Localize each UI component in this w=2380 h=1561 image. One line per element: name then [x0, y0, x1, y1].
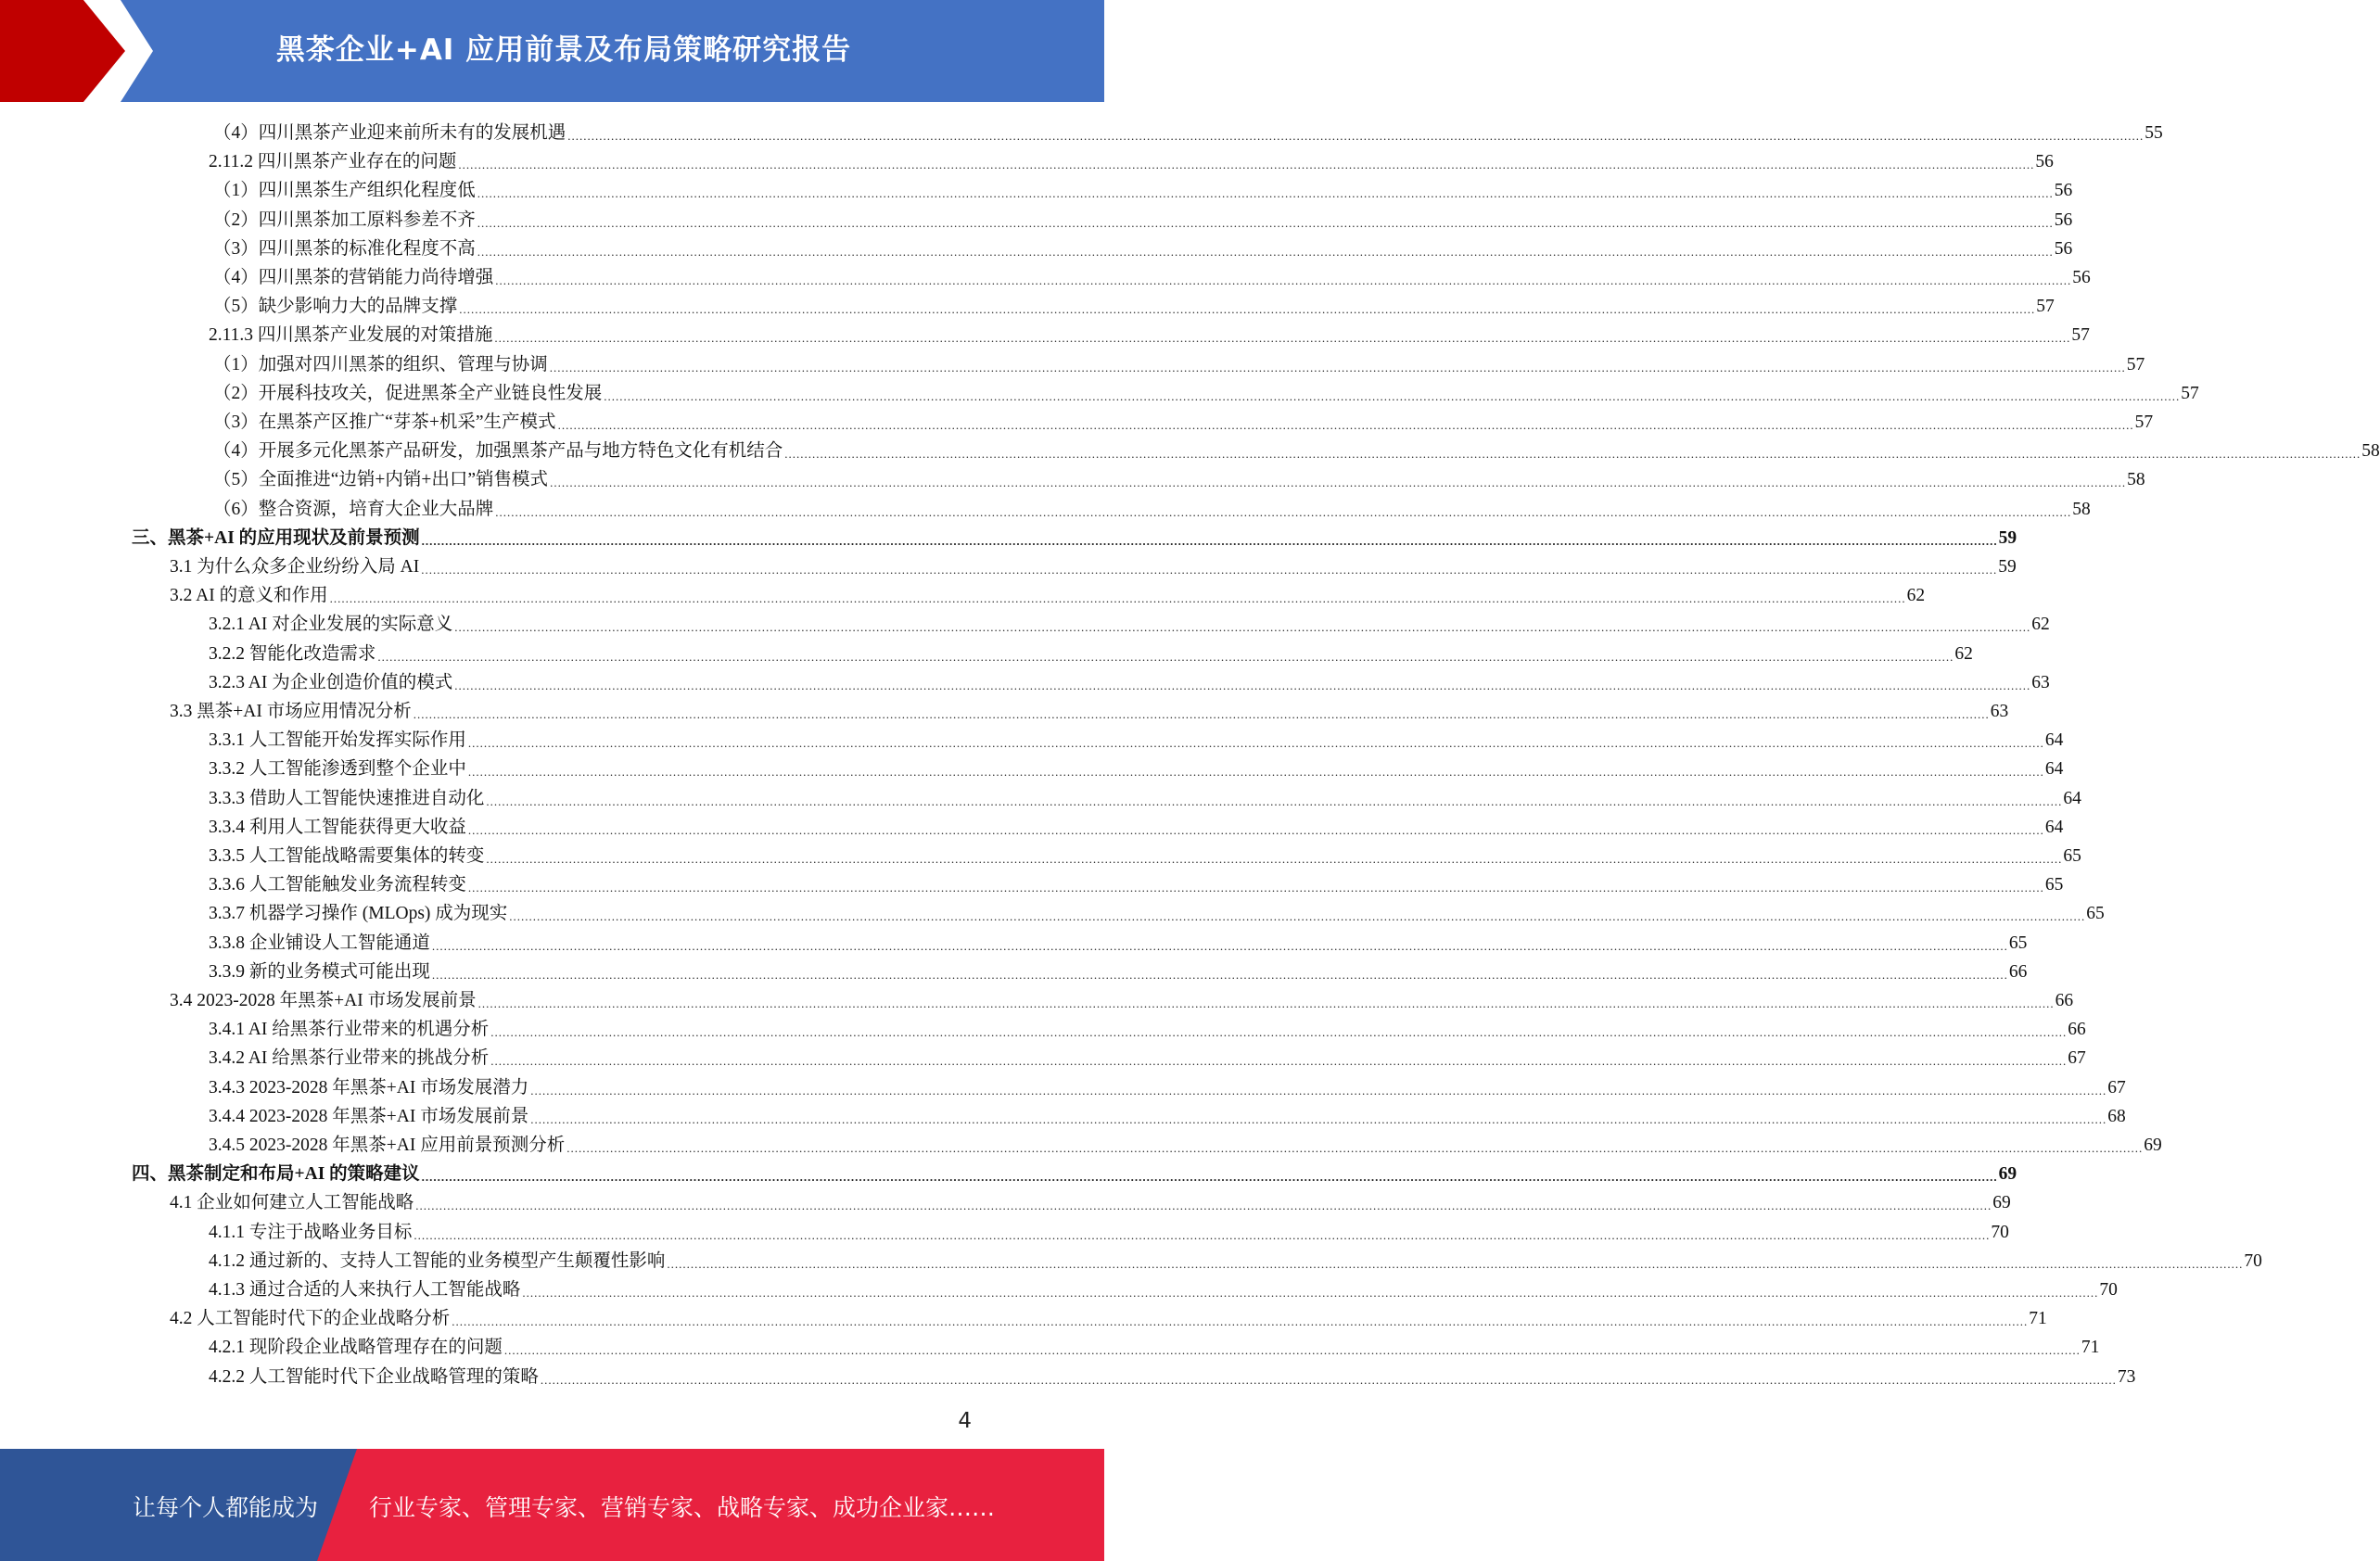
toc-dot-leader: ................................................................................................................................................................................................................................................................................................................................................................................................................ — [494, 331, 2071, 346]
toc-entry-title: 3.1 为什么众多企业纷纷入局 AI — [170, 557, 420, 577]
toc-entry-title: 3.3.3 借助人工智能快速推进自动化 — [209, 788, 485, 808]
toc-entry-title: 3.2.3 AI 为企业创造价值的模式 — [209, 672, 453, 692]
toc-entry-page: 69 — [1998, 1164, 2017, 1185]
toc-entry-page: 56 — [2072, 268, 2091, 287]
toc-dot-leader: ................................................................................................................................................................................................................................................................................................................................................................................................................ — [567, 129, 2145, 143]
toc-dot-leader: ................................................................................................................................................................................................................................................................................................................................................................................................................ — [467, 765, 2044, 780]
toc-entry-title: 3.2 AI 的意义和作用 — [170, 586, 328, 606]
toc-entry-title: 4.1.3 通过合适的人来执行人工智能战略 — [209, 1280, 521, 1300]
toc-entry-title: 2.11.3 四川黑茶产业发展的对策措施 — [209, 325, 493, 346]
toc-dot-leader: ................................................................................................................................................................................................................................................................................................................................................................................................................ — [421, 1170, 1998, 1185]
toc-entry-title: （4）四川黑茶的营销能力尚待增强 — [213, 268, 494, 287]
toc-entry-title: 4.1 企业如何建立人工智能战略 — [170, 1193, 414, 1213]
toc-entry[interactable] — [213, 235, 2073, 263]
toc-entry[interactable] — [170, 581, 1926, 610]
toc-entry[interactable] — [213, 176, 2073, 205]
toc-entry[interactable] — [209, 726, 2064, 755]
toc-entry[interactable] — [209, 1218, 2009, 1247]
toc-dot-leader: ................................................................................................................................................................................................................................................................................................................................................................................................................ — [490, 1054, 2068, 1069]
toc-entry-title: 3.2.1 AI 对企业发展的实际意义 — [209, 615, 453, 635]
toc-entry-title: （3）四川黑茶的标准化程度不高 — [213, 238, 476, 259]
toc-dot-leader: ................................................................................................................................................................................................................................................................................................................................................................................................................ — [477, 244, 2054, 259]
toc-entry[interactable] — [213, 437, 2380, 465]
toc-entry-title: 3.4 2023-2028 年黑茶+AI 市场发展前景 — [170, 991, 477, 1010]
toc-entry-title: 3.3.5 人工智能战略需要集体的转变 — [209, 846, 485, 866]
toc-entry-title: 3.3.2 人工智能渗透到整个企业中 — [209, 759, 466, 780]
page-footer — [0, 1449, 1104, 1561]
toc-dot-leader: ................................................................................................................................................................................................................................................................................................................................................................................................................ — [415, 1199, 1992, 1213]
toc-dot-leader: ................................................................................................................................................................................................................................................................................................................................................................................................................ — [540, 1372, 2117, 1387]
toc-dot-leader: ................................................................................................................................................................................................................................................................................................................................................................................................................ — [566, 1141, 2144, 1155]
toc-entry-page: 69 — [1992, 1193, 2011, 1213]
toc-entry-page: 66 — [2008, 961, 2028, 982]
toc-dot-leader: ................................................................................................................................................................................................................................................................................................................................................................................................................ — [486, 852, 2063, 866]
toc-entry-title: 3.4.5 2023-2028 年黑茶+AI 应用前景预测分析 — [209, 1136, 566, 1155]
toc-entry[interactable] — [209, 1333, 2100, 1362]
footer-slogan-right: 行业专家、管理专家、营销专家、战略专家、成功企业家…… — [369, 1494, 996, 1521]
toc-entry-title: 4.1.2 通过新的、支持人工智能的业务模型产生颠覆性影响 — [209, 1250, 666, 1271]
toc-entry-page: 69 — [2144, 1136, 2162, 1155]
toc-entry-title: 4.1.1 专注于战略业务目标 — [209, 1222, 413, 1242]
toc-dot-leader: ................................................................................................................................................................................................................................................................................................................................................................................................................ — [452, 1314, 2029, 1329]
toc-entry[interactable] — [209, 958, 2028, 986]
toc-entry-title: （3）在黑茶产区推广“芽茶+机采”生产模式 — [213, 412, 556, 432]
toc-dot-leader: ................................................................................................................................................................................................................................................................................................................................................................................................................ — [454, 678, 2031, 692]
toc-entry-page: 57 — [2036, 297, 2055, 317]
toc-dot-leader: ................................................................................................................................................................................................................................................................................................................................................................................................................ — [490, 1025, 2068, 1040]
toc-dot-leader: ................................................................................................................................................................................................................................................................................................................................................................................................................ — [477, 996, 2055, 1010]
toc-entry[interactable] — [132, 1160, 2017, 1188]
toc-entry[interactable] — [209, 899, 2105, 928]
toc-entry-page: 71 — [2029, 1309, 2047, 1329]
toc-entry[interactable] — [209, 813, 2064, 842]
toc-entry[interactable] — [209, 668, 2050, 697]
toc-entry[interactable] — [213, 263, 2091, 292]
toc-entry-title: （5）缺少影响力大的品牌支撑 — [213, 297, 458, 317]
toc-entry-title: 3.3.6 人工智能触发业务流程转变 — [209, 875, 466, 895]
toc-entry-title: （1）四川黑茶生产组织化程度低 — [213, 181, 476, 201]
toc-entry-page: 62 — [1906, 586, 1926, 606]
toc-entry[interactable] — [209, 640, 1973, 668]
toc-entry-page: 59 — [1998, 527, 2017, 548]
toc-entry-title: （6）整合资源，培育大企业大品牌 — [213, 499, 494, 519]
toc-entry-title: 3.4.2 AI 给黑茶行业带来的挑战分析 — [209, 1048, 490, 1069]
toc-entry[interactable] — [170, 552, 2017, 581]
toc-entry-page: 59 — [1998, 557, 2017, 577]
toc-entry-page: 64 — [2044, 759, 2064, 780]
toc-entry-page: 65 — [2044, 875, 2064, 895]
toc-entry[interactable] — [209, 1247, 2262, 1275]
toc-entry[interactable] — [170, 1188, 2011, 1217]
toc-entry-page: 65 — [2008, 933, 2028, 953]
toc-entry-title: 3.3 黑茶+AI 市场应用情况分析 — [170, 702, 412, 721]
toc-dot-leader: ................................................................................................................................................................................................................................................................................................................................................................................................................ — [784, 447, 2361, 462]
toc-entry-title: 3.3.9 新的业务模式可能出现 — [209, 961, 430, 982]
toc-entry[interactable] — [213, 206, 2073, 235]
toc-entry-page: 70 — [2099, 1280, 2118, 1300]
toc-entry-page: 56 — [2035, 152, 2054, 172]
toc-entry-title: （5）全面推进“边销+内销+出口”销售模式 — [213, 470, 549, 490]
toc-entry[interactable] — [209, 1073, 2126, 1102]
toc-entry-title: （4）四川黑茶产业迎来前所未有的发展机遇 — [213, 123, 566, 143]
toc-dot-leader: ................................................................................................................................................................................................................................................................................................................................................................................................................ — [486, 793, 2063, 808]
page-header — [0, 0, 1104, 102]
toc-entry-page: 66 — [2055, 991, 2074, 1010]
toc-entry-title: 3.4.4 2023-2028 年黑茶+AI 市场发展前景 — [209, 1106, 529, 1126]
toc-entry[interactable] — [209, 321, 2090, 349]
toc-entry-title: 3.2.2 智能化改造需求 — [209, 643, 376, 664]
toc-entry-page: 58 — [2361, 441, 2380, 462]
toc-entry[interactable] — [213, 119, 2163, 147]
toc-entry-page: 57 — [2071, 325, 2090, 346]
toc-entry-title: 3.3.4 利用人工智能获得更大收益 — [209, 817, 466, 837]
toc-entry-page: 62 — [2031, 615, 2050, 635]
toc-entry[interactable] — [209, 1044, 2086, 1072]
toc-dot-leader: ................................................................................................................................................................................................................................................................................................................................................................................................................ — [467, 822, 2044, 837]
toc-entry[interactable] — [209, 784, 2081, 813]
toc-entry[interactable] — [213, 379, 2199, 408]
toc-entry-page: 63 — [2031, 672, 2050, 692]
toc-entry[interactable] — [209, 1131, 2162, 1160]
toc-entry-page: 64 — [2063, 788, 2081, 808]
toc-dot-leader: ................................................................................................................................................................................................................................................................................................................................................................................................................ — [557, 418, 2134, 432]
toc-dot-leader: ................................................................................................................................................................................................................................................................................................................................................................................................................ — [530, 1111, 2107, 1126]
toc-dot-leader: ................................................................................................................................................................................................................................................................................................................................................................................................................ — [414, 1227, 1991, 1242]
toc-entry[interactable] — [209, 870, 2064, 899]
toc-entry-title: （2）开展科技攻关，促进黑茶全产业链良性发展 — [213, 383, 603, 403]
toc-entry-title: 4.2.1 现阶段企业战略管理存在的问题 — [209, 1338, 503, 1358]
toc-entry[interactable] — [213, 495, 2091, 524]
toc-dot-leader: ................................................................................................................................................................................................................................................................................................................................................................................................................ — [550, 476, 2127, 490]
toc-entry-page: 73 — [2117, 1366, 2136, 1387]
toc-dot-leader: ................................................................................................................................................................................................................................................................................................................................................................................................................ — [458, 158, 2035, 172]
toc-entry-title: （1）加强对四川黑茶的组织、管理与协调 — [213, 354, 548, 374]
toc-entry[interactable] — [209, 1363, 2136, 1391]
toc-entry[interactable] — [170, 1304, 2047, 1333]
toc-entry-page: 57 — [2181, 383, 2199, 403]
toc-entry-page: 57 — [2134, 412, 2154, 432]
toc-entry-title: （4）开展多元化黑茶产品研发，加强黑茶产品与地方特色文化有机结合 — [213, 441, 783, 462]
toc-dot-leader: ................................................................................................................................................................................................................................................................................................................................................................................................................ — [431, 938, 2008, 953]
toc-dot-leader: ................................................................................................................................................................................................................................................................................................................................................................................................................ — [549, 360, 2126, 374]
toc-dot-leader: ................................................................................................................................................................................................................................................................................................................................................................................................................ — [377, 649, 1954, 664]
toc-dot-leader: ................................................................................................................................................................................................................................................................................................................................................................................................................ — [459, 302, 2036, 317]
toc-entry-page: 68 — [2107, 1106, 2126, 1126]
report-title: 黑茶企业+AI 应用前景及布局策略研究报告 — [275, 33, 852, 67]
page-number: 4 — [958, 1409, 972, 1433]
toc-entry[interactable] — [213, 350, 2145, 379]
toc-dot-leader: ................................................................................................................................................................................................................................................................................................................................................................................................................ — [530, 1083, 2107, 1098]
toc-entry-page: 65 — [2086, 904, 2105, 924]
toc-entry-page: 55 — [2145, 123, 2163, 143]
toc-dot-leader: ................................................................................................................................................................................................................................................................................................................................................................................................................ — [667, 1256, 2244, 1271]
toc-entry-page: 56 — [2054, 238, 2073, 259]
toc-dot-leader: ................................................................................................................................................................................................................................................................................................................................................................................................................ — [413, 707, 1990, 721]
toc-entry[interactable] — [209, 1102, 2126, 1131]
toc-entry-title: 4.2 人工智能时代下的企业战略分析 — [170, 1309, 451, 1329]
toc-dot-leader: ................................................................................................................................................................................................................................................................................................................................................................................................................ — [503, 1343, 2081, 1358]
toc-entry[interactable] — [170, 697, 2009, 726]
footer-slogan-left: 让每个人都能成为 — [133, 1494, 319, 1521]
toc-entry[interactable] — [213, 292, 2055, 321]
toc-entry-page: 63 — [1990, 702, 2009, 721]
toc-entry-page: 57 — [2126, 354, 2145, 374]
toc-dot-leader: ................................................................................................................................................................................................................................................................................................................................................................................................................ — [467, 881, 2044, 895]
toc-entry[interactable] — [170, 986, 2074, 1015]
toc-entry-page: 65 — [2063, 846, 2081, 866]
toc-dot-leader: ................................................................................................................................................................................................................................................................................................................................................................................................................ — [477, 215, 2054, 230]
toc-entry[interactable] — [209, 842, 2081, 870]
toc-entry[interactable] — [209, 147, 2054, 176]
toc-entry-title: 3.4.1 AI 给黑茶行业带来的机遇分析 — [209, 1020, 490, 1040]
toc-entry-title: 3.3.7 机器学习操作 (MLOps) 成为现实 — [209, 904, 508, 924]
toc-entry-page: 70 — [1991, 1222, 2009, 1242]
toc-entry-page: 64 — [2044, 730, 2064, 751]
toc-entry[interactable] — [209, 929, 2028, 958]
toc-entry-title: （2）四川黑茶加工原料参差不齐 — [213, 209, 476, 230]
toc-entry-page: 58 — [2072, 499, 2091, 519]
toc-entry[interactable] — [213, 465, 2145, 494]
toc-entry-page: 66 — [2068, 1020, 2086, 1040]
toc-entry[interactable] — [209, 610, 2050, 639]
toc-dot-leader: ................................................................................................................................................................................................................................................................................................................................................................................................................ — [421, 533, 1998, 548]
toc-dot-leader: ................................................................................................................................................................................................................................................................................................................................................................................................................ — [495, 273, 2072, 287]
toc-dot-leader: ................................................................................................................................................................................................................................................................................................................................................................................................................ — [477, 186, 2054, 201]
toc-entry-page: 64 — [2044, 817, 2064, 837]
toc-entry-page: 56 — [2054, 181, 2073, 201]
toc-entry-title: 三、黑茶+AI 的应用现状及前景预测 — [132, 527, 420, 548]
toc-entry-title: 3.4.3 2023-2028 年黑茶+AI 市场发展潜力 — [209, 1077, 529, 1098]
toc-entry-title: 3.3.1 人工智能开始发挥实际作用 — [209, 730, 466, 751]
toc-dot-leader: ................................................................................................................................................................................................................................................................................................................................................................................................................ — [509, 909, 2086, 924]
toc-entry-title: 4.2.2 人工智能时代下企业战略管理的策略 — [209, 1366, 539, 1387]
toc-entry-title: 3.3.8 企业铺设人工智能通道 — [209, 933, 430, 953]
toc-dot-leader: ................................................................................................................................................................................................................................................................................................................................................................................................................ — [431, 967, 2008, 982]
toc-entry-page: 67 — [2068, 1048, 2086, 1069]
toc-entry[interactable] — [209, 755, 2064, 783]
toc-entry-title: 2.11.2 四川黑茶产业存在的问题 — [209, 152, 457, 172]
toc-dot-leader: ................................................................................................................................................................................................................................................................................................................................................................................................................ — [467, 736, 2044, 751]
toc-entry-title: 四、黑茶制定和布局+AI 的策略建议 — [132, 1164, 420, 1185]
toc-dot-leader: ................................................................................................................................................................................................................................................................................................................................................................................................................ — [454, 620, 2031, 635]
toc-entry[interactable] — [213, 408, 2154, 437]
toc-dot-leader: ................................................................................................................................................................................................................................................................................................................................................................................................................ — [421, 563, 1998, 577]
toc-entry-page: 67 — [2107, 1077, 2126, 1098]
toc-entry-page: 62 — [1954, 643, 1973, 664]
toc-entry-page: 71 — [2081, 1338, 2100, 1358]
toc-dot-leader: ................................................................................................................................................................................................................................................................................................................................................................................................................ — [522, 1286, 2099, 1300]
toc-dot-leader: ................................................................................................................................................................................................................................................................................................................................................................................................................ — [495, 504, 2072, 519]
toc-dot-leader: ................................................................................................................................................................................................................................................................................................................................................................................................................ — [604, 388, 2181, 403]
toc-entry[interactable] — [132, 524, 2017, 552]
toc-entry-page: 70 — [2244, 1250, 2262, 1271]
toc-entry-page: 58 — [2127, 470, 2145, 490]
toc-entry-page: 56 — [2054, 209, 2073, 230]
toc-entry[interactable] — [209, 1275, 2118, 1304]
toc-entry[interactable] — [209, 1015, 2086, 1044]
toc-dot-leader: ................................................................................................................................................................................................................................................................................................................................................................................................................ — [329, 591, 1906, 606]
